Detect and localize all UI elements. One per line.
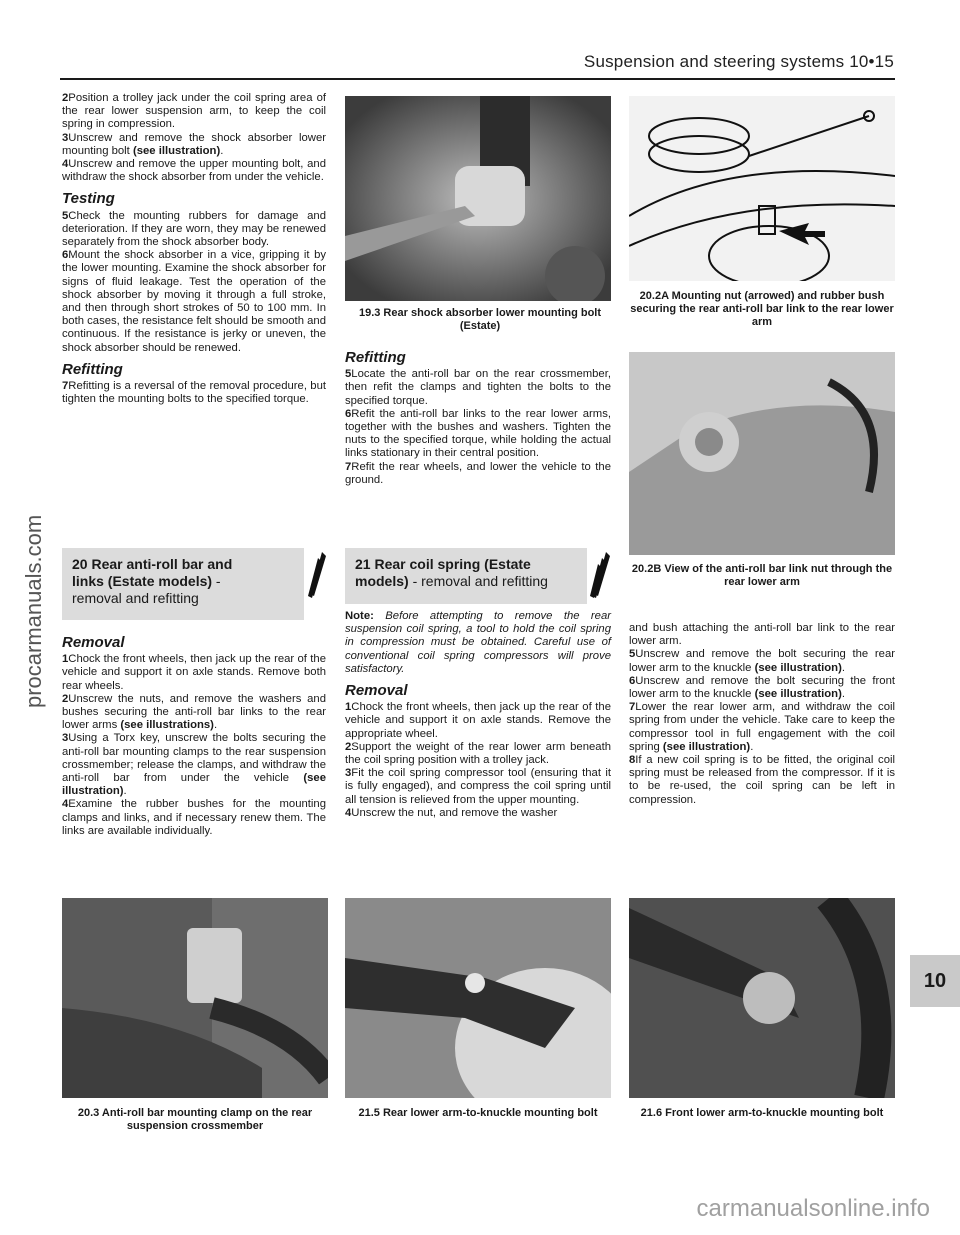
left-column (62, 92, 326, 406)
right-continuation: and bush attaching the anti-roll bar link to the rear lower arm. (629, 622, 895, 648)
step-number: 4 (62, 798, 69, 811)
step-number: 7 (629, 701, 636, 714)
testing-heading: Testing (62, 190, 115, 208)
step-paragraph: 1Chock the front wheels, then jack up the rear of the vehicle and support it on axle stands. Remove the appropriate wheel. (345, 701, 611, 740)
left-column-lower (62, 628, 326, 838)
caption-20-2b: 20.2B View of the anti-roll bar link nut through the rear lower arm (631, 563, 893, 588)
illustration-ref: (see illustrations) (120, 719, 214, 732)
step-number: 6 (345, 407, 352, 420)
removal-heading-mid: Removal (345, 682, 408, 700)
illustration-ref: (see illustration) (754, 688, 842, 701)
step-paragraph: 6Unscrew and remove the bolt securing the front lower arm to the knuckle (see illustration). (629, 674, 895, 701)
section-21-title-box (345, 548, 587, 604)
difficulty-wrench-icon (588, 548, 612, 604)
step-paragraph: 4Examine the rubber bushes for the mounting clamps and links, and if necessary renew them. The links are available individually. (62, 798, 326, 837)
caption-21-5: 21.5 Rear lower arm-to-knuckle mounting bolt (358, 1107, 598, 1119)
step-number: 4 (345, 806, 352, 819)
section-21-title: 21 Rear coil spring (Estate models) - removal and refitting (355, 556, 548, 589)
refitting-heading-left: Refitting (62, 360, 123, 378)
right-column (629, 622, 895, 807)
middle-column-lower (345, 610, 611, 820)
step-number: 7 (62, 380, 69, 393)
step-number: 1 (62, 653, 69, 666)
step-paragraph: 2Support the weight of the rear lower arm beneath the coil spring position with a trolley jack. (345, 740, 611, 767)
step-paragraph: 6Refit the anti-roll bar links to the rear lower arms, together with the bushes and washers. Tighten the nuts to the specified torque, while holding the actual links stationary in their central position. (345, 407, 611, 460)
step-paragraph: 4Unscrew the nut, and remove the washer (345, 806, 558, 819)
section-20-title-box (62, 548, 304, 620)
step-number: 3 (62, 131, 69, 144)
step-number: 1 (345, 701, 352, 714)
removal-steps-mid (345, 701, 611, 820)
step-paragraph: 6Mount the shock absorber in a vice, gripping it by the lower mounting. Examine the shock absorber for signs of fluid leakage. Test the operation of the shock absorber by moving it through a full stroke, and then through short strokes of 50 to 100 mm. In both cases, the resistance felt should be smooth and continuous. If the resistance is jerky or uneven, the shock absorber should be renewed. (62, 249, 326, 354)
testing-steps (62, 210, 326, 355)
illustration-ref: (see illustration) (132, 144, 221, 157)
step-paragraph: 7Lower the rear lower arm, and withdraw the coil spring from under the vehicle. Take care to keep the compressor tool in full engagement with the coil spring (see illustration). (629, 701, 895, 753)
refitting-steps-mid (345, 368, 611, 487)
note: Note: Before attempting to remove the rear suspension coil spring, a tool to hold the coil spring in compression must be obtained. Careful use of conventional coil spring compressors will prove satisfactory. (345, 610, 611, 675)
step-number: 2 (62, 692, 69, 705)
illustration-ref: (see illustration) (62, 772, 326, 798)
step-number: 6 (629, 674, 636, 687)
photo-20-2a (629, 96, 895, 281)
step-number: 3 (62, 732, 69, 745)
step-paragraph: 5Locate the anti-roll bar on the rear crossmember, then refit the clamps and tighten the bolts to the specified torque. (345, 368, 611, 407)
caption-20-3: 20.3 Anti-roll bar mounting clamp on the rear suspension crossmember (77, 1107, 313, 1132)
refitting-steps-left (62, 380, 326, 406)
step-number: 5 (345, 368, 352, 381)
step-paragraph: 2Unscrew the nuts, and remove the washers and bushes securing the anti-roll bar links to the rear lower arms (see illustrations). (62, 692, 326, 732)
step-number: 5 (62, 209, 69, 222)
step-paragraph: 5Check the mounting rubbers for damage and deterioration. If they are worn, they may be renewed separately from the shock absorber body. (62, 209, 326, 249)
step-paragraph: 4Unscrew and remove the upper mounting bolt, and withdraw the shock absorber from under the vehicle. (62, 158, 326, 184)
step-paragraph: 5Unscrew and remove the bolt securing the rear lower arm to the knuckle (see illustration). (629, 648, 895, 674)
page-header-title: Suspension and steering systems 10•15 (583, 52, 894, 71)
step-number: 5 (629, 648, 636, 661)
step-paragraph: 7Refit the rear wheels, and lower the vehicle to the ground. (345, 460, 611, 486)
step-number: 6 (62, 249, 69, 262)
step-number: 8 (629, 754, 636, 767)
difficulty-wrench-icon (304, 548, 328, 604)
chapter-tab: 10 (910, 955, 960, 1007)
right-steps (629, 648, 895, 806)
photo-20-2b (629, 352, 895, 555)
step-number: 2 (62, 92, 69, 104)
illustration-ref: (see illustration) (662, 740, 751, 753)
middle-column (345, 343, 611, 487)
photo-21-5 (345, 898, 611, 1098)
step-paragraph: 3Fit the coil spring compressor tool (ensuring that it is fully engaged), and compress the coil spring until all tension is relieved from the upper mounting. (345, 767, 611, 806)
photo-19-3 (345, 96, 611, 301)
step-number: 4 (62, 158, 69, 171)
illustration-ref: (see illustration) (754, 661, 842, 674)
footer-watermark: carmanualsonline.info (696, 1195, 930, 1222)
step-paragraph: 3Using a Torx key, unscrew the bolts securing the anti-roll bar mounting clamps to the rear suspension crossmember; release the clamps, and withdraw the anti-roll bar from under the vehicle (see illustration). (62, 732, 326, 798)
left-top-steps (62, 92, 326, 184)
removal-steps-left (62, 653, 326, 838)
step-paragraph: 1Chock the front wheels, then jack up the rear of the vehicle and support it on axle stands. Remove both rear wheels. (62, 653, 326, 692)
refitting-heading-mid: Refitting (345, 349, 406, 366)
header-rule (60, 78, 895, 80)
step-number: 2 (345, 740, 352, 753)
caption-19-3: 19.3 Rear shock absorber lower mounting bolt (Estate) (358, 307, 602, 332)
step-number: 7 (345, 460, 352, 473)
section-20-title: 20 Rear anti-roll bar and links (Estate models) - removal and refitting (72, 556, 233, 606)
side-watermark: procarmanuals.com (21, 514, 46, 708)
caption-21-6: 21.6 Front lower arm-to-knuckle mounting bolt (640, 1107, 884, 1119)
step-number: 3 (345, 767, 352, 780)
step-paragraph: 3Unscrew and remove the shock absorber lower mounting bolt (see illustration). (62, 131, 326, 157)
step-paragraph: 8If a new coil spring is to be fitted, the original coil spring must be released from the compressor. If it is to be re-used, the coil spring can be left in compression. (629, 754, 895, 806)
photo-20-3 (62, 898, 328, 1098)
caption-20-2a: 20.2A Mounting nut (arrowed) and rubber bush securing the rear anti-roll bar link to the rear lower arm (630, 290, 894, 328)
photo-21-6 (629, 898, 895, 1098)
step-paragraph: 2Position a trolley jack under the coil spring area of the rear lower suspension arm, to keep the coil spring in compression. (62, 92, 326, 131)
removal-heading-left: Removal (62, 634, 125, 651)
step-paragraph: 7Refitting is a reversal of the removal procedure, but tighten the mounting bolts to the specified torque. (62, 380, 326, 406)
